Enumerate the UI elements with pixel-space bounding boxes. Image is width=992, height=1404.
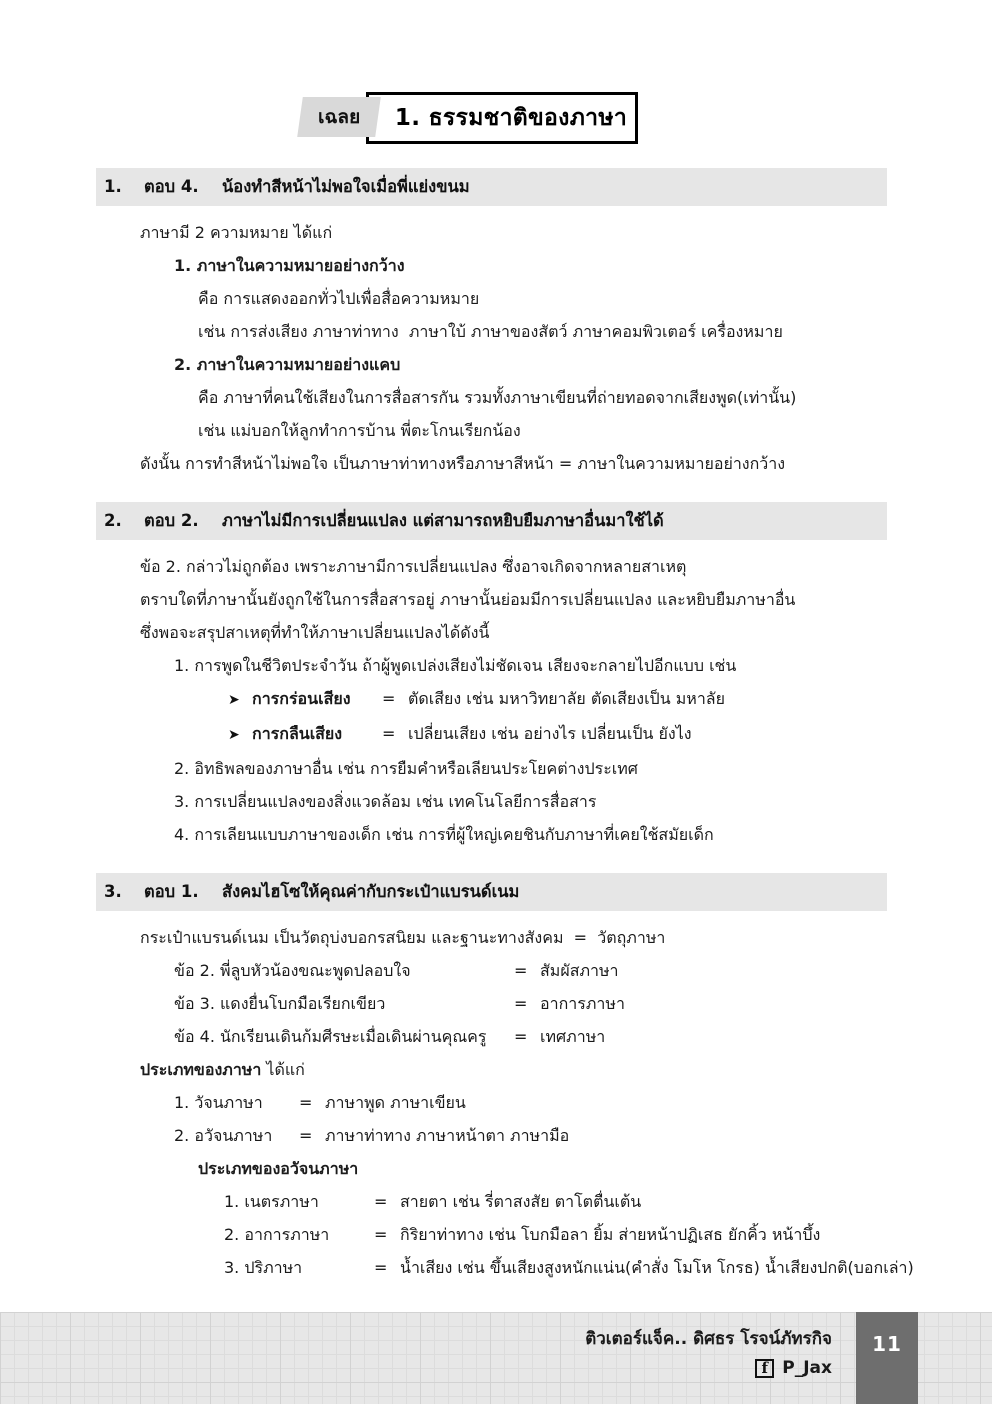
question-body-2 <box>96 540 926 851</box>
question-body-3 <box>96 911 926 1284</box>
q2-item-4: 4. การเลียนแบบภาษาของเด็ก เช่น การที่ผู้ใหญ่เคยชินกับภาษาที่เคยใช้สมัยเด็ก <box>174 825 714 844</box>
q3-type-row-2 <box>174 1119 926 1152</box>
q3-nonverbal-row-3-label: 3. ปริภาษา <box>224 1258 303 1277</box>
q3-choice-row-4-label: ข้อ 4. นักเรียนเดินก้มศีรษะเมื่อเดินผ่านคุณครู <box>174 1027 487 1046</box>
document-title-zone <box>0 0 992 168</box>
question-title-1: น้องทำสีหน้าไม่พอใจเมื่อพี่แย่งขนม <box>222 177 470 196</box>
q2-arrow-item-1-definition: ตัดเสียง เช่น มหาวิทยาลัย ตัดเสียงเป็น มหาลัย <box>408 689 725 708</box>
footer-facebook-handle: P_Jax <box>782 1358 832 1378</box>
q3-nonverbal-row-2-equals: = <box>374 1225 388 1244</box>
answer-key-tag-label: เฉลย <box>317 106 361 128</box>
question-title-3: สังคมไฮโซให้คุณค่ากับกระเป๋าแบรนด์เนม <box>222 882 520 901</box>
q3-intro: กระเป๋าแบรนด์เนม เป็นวัตถุบ่งบอกรสนิยม และฐานะทางสังคม = วัตถุภาษา <box>140 928 666 947</box>
q2-item-3: 3. การเปลี่ยนแปลงของสิ่งแวดล้อม เช่น เทคโนโลยีการสื่อสาร <box>174 792 597 811</box>
q3-nonverbal-row-1-value: สายตา เช่น รี่ตาสงสัย ตาโตตื่นเต้น <box>400 1192 642 1211</box>
q3-choice-row-3-value: อาการภาษา <box>540 994 625 1013</box>
q3-nonverbal-row-1-label: 1. เนตรภาษา <box>224 1192 319 1211</box>
question-answer-2: ตอบ 2. <box>144 511 199 530</box>
question-number-3: 3. <box>104 882 122 901</box>
q3-choice-row-4-equals: = <box>514 1027 528 1046</box>
q3-choice-row-3 <box>174 987 926 1020</box>
q2-arrow-item-2 <box>228 717 926 752</box>
q3-type-row-1 <box>174 1086 926 1119</box>
question-answer-3: ตอบ 1. <box>144 882 199 901</box>
q2-paragraph-1: ข้อ 2. กล่าวไม่ถูกต้อง เพราะภาษามีการเปลี่ยนแปลง ซึ่งอาจเกิดจากหลายสาเหตุ <box>140 557 687 576</box>
q3-nonverbal-row-1 <box>224 1185 926 1218</box>
q3-choice-row-2-equals: = <box>514 961 528 980</box>
q3-choice-row-2 <box>174 954 926 987</box>
q2-item-2: 2. อิทธิพลของภาษาอื่น เช่น การยืมคำหรือเลียนประโยคต่างประเทศ <box>174 759 638 778</box>
chapter-title: 1. ธรรมชาติของภาษา <box>394 105 628 131</box>
q2-arrow-item-1 <box>228 682 926 717</box>
q3-types-heading-rest: ได้แก่ <box>261 1060 305 1079</box>
q3-choice-row-2-label: ข้อ 2. พี่ลูบหัวน้องขณะพูดปลอบใจ <box>174 961 411 980</box>
q2-arrow-item-2-definition: เปลี่ยนเสียง เช่น อย่างไร เปลี่ยนเป็น ยังไง <box>408 724 692 743</box>
question-number-1: 1. <box>104 177 122 196</box>
document-content <box>0 168 992 1284</box>
q2-paragraph-3: ซึ่งพอจะสรุปสาเหตุที่ทำให้ภาษาเปลี่ยนแปลงได้ดังนี้ <box>140 623 490 642</box>
arrow-right-icon: ➤ <box>228 692 240 708</box>
question-answer-1: ตอบ 4. <box>144 177 199 196</box>
page-footer <box>0 1312 992 1404</box>
q2-arrow-item-2-term: การกลืนเสียง <box>252 724 343 743</box>
spacer <box>0 480 992 502</box>
q3-nonverbal-row-1-equals: = <box>374 1192 388 1211</box>
q2-arrow-item-1-equals: = <box>382 689 396 708</box>
footer-credit: ติวเตอร์แจ็ค.. ดิศธร โรจน์ภัทรกิจ <box>585 1329 832 1349</box>
question-header-2 <box>96 502 887 540</box>
q3-type-row-2-label: 2. อวัจนภาษา <box>174 1126 273 1145</box>
q3-choice-row-4-value: เทศภาษา <box>540 1027 606 1046</box>
q3-types-heading <box>140 1053 926 1086</box>
q2-arrow-item-1-term: การกร่อนเสียง <box>252 689 351 708</box>
question-header-3 <box>96 873 887 911</box>
q3-type-row-1-equals: = <box>299 1093 313 1112</box>
q1-heading-1: 1. ภาษาในความหมายอย่างกว้าง <box>174 256 405 275</box>
q3-type-row-1-value: ภาษาพูด ภาษาเขียน <box>325 1093 466 1112</box>
q3-choice-row-4 <box>174 1020 926 1053</box>
q3-type-row-2-value: ภาษาท่าทาง ภาษาหน้าตา ภาษามือ <box>325 1126 570 1145</box>
facebook-icon: f <box>755 1359 774 1378</box>
q3-nonverbal-row-3-equals: = <box>374 1258 388 1277</box>
answer-key-tag <box>297 97 381 137</box>
spacer <box>0 851 992 873</box>
q1-heading-2: 2. ภาษาในความหมายอย่างแคบ <box>174 355 401 374</box>
q3-nonverbal-row-3-value: น้ำเสียง เช่น ขึ้นเสียงสูงหนักแน่น(คำสั่ง โมโห โกรธ) น้ำเสียงปกติ(บอกเล่า) <box>400 1258 914 1277</box>
q3-choice-row-3-equals: = <box>514 994 528 1013</box>
footer-facebook-line <box>585 1355 832 1382</box>
q1-heading-1-example: เช่น การส่งเสียง ภาษาท่าทาง ภาษาใบ้ ภาษาของสัตว์ ภาษาคอมพิวเตอร์ เครื่องหมาย <box>198 322 783 341</box>
question-title-2: ภาษาไม่มีการเปลี่ยนแปลง แต่สามารถหยิบยืมภาษาอื่นมาใช้ได้ <box>222 511 664 530</box>
q3-nonverbal-row-2 <box>224 1218 926 1251</box>
q3-nonverbal-heading: ประเภทของอวัจนภาษา <box>198 1159 359 1178</box>
footer-credit-block <box>585 1326 832 1382</box>
q3-type-row-1-label: 1. วัจนภาษา <box>174 1093 263 1112</box>
q2-arrow-item-2-equals: = <box>382 724 396 743</box>
chapter-title-box <box>366 92 638 144</box>
q1-heading-2-example: เช่น แม่บอกให้ลูกทำการบ้าน พี่ตะโกนเรียกน้อง <box>198 421 521 440</box>
q1-heading-2-definition: คือ ภาษาที่คนใช้เสียงในการสื่อสารกัน รวมทั้งภาษาเขียนที่ถ่ายทอดจากเสียงพูด(เท่านั้น) <box>198 388 797 407</box>
question-header-1 <box>96 168 887 206</box>
q3-nonverbal-row-3 <box>224 1251 926 1284</box>
page-number-badge: 11 <box>856 1312 918 1404</box>
q1-conclusion: ดังนั้น การทำสีหน้าไม่พอใจ เป็นภาษาท่าทางหรือภาษาสีหน้า = ภาษาในความหมายอย่างกว้าง <box>140 454 786 473</box>
q3-nonverbal-row-2-label: 2. อาการภาษา <box>224 1225 330 1244</box>
arrow-right-icon: ➤ <box>228 727 240 743</box>
q2-paragraph-2: ตราบใดที่ภาษานั้นยังถูกใช้ในการสื่อสารอยู่ ภาษานั้นย่อมมีการเปลี่ยนแปลง และหยิบยืมภาษาอื่น <box>140 590 796 609</box>
q3-nonverbal-row-2-value: กิริยาท่าทาง เช่น โบกมือลา ยิ้ม ส่ายหน้าปฏิเสธ ยักคิ้ว หน้าบึ้ง <box>400 1225 821 1244</box>
q3-choice-row-2-value: สัมผัสภาษา <box>540 961 619 980</box>
q3-type-row-2-equals: = <box>299 1126 313 1145</box>
question-number-2: 2. <box>104 511 122 530</box>
q1-heading-1-definition: คือ การแสดงออกทั่วไปเพื่อสื่อความหมาย <box>198 289 480 308</box>
q3-types-heading-bold: ประเภทของภาษา <box>140 1060 262 1079</box>
q3-choice-row-3-label: ข้อ 3. แดงยื่นโบกมือเรียกเขียว <box>174 994 386 1013</box>
q2-item-1: 1. การพูดในชีวิตประจำวัน ถ้าผู้พูดเปล่งเสียงไม่ชัดเจน เสียงจะกลายไปอีกแบบ เช่น <box>174 656 737 675</box>
q1-intro: ภาษามี 2 ความหมาย ได้แก่ <box>140 223 333 242</box>
question-body-1 <box>96 206 926 480</box>
